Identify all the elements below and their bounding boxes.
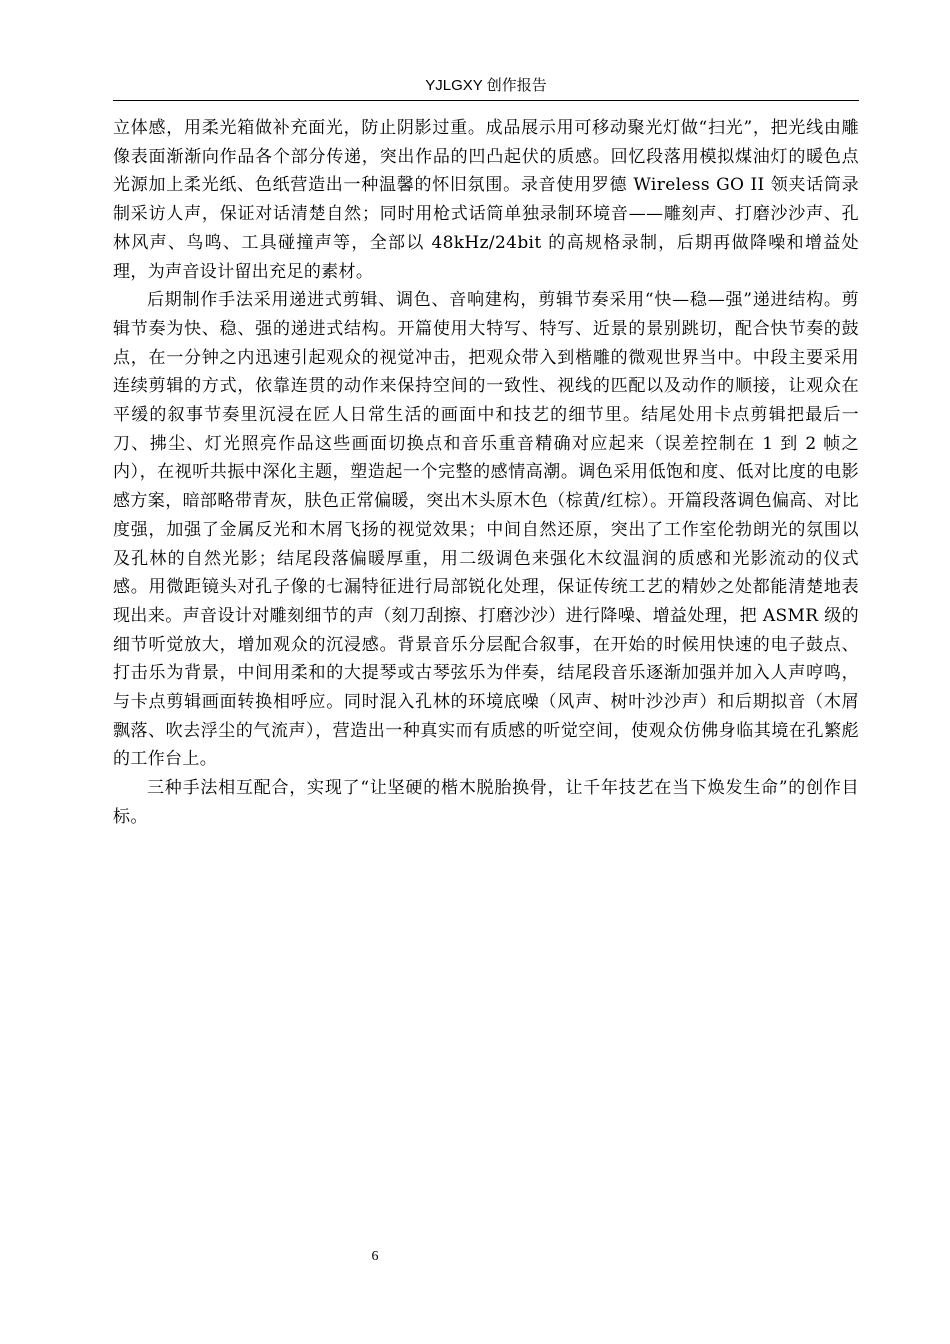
- page-number: 6: [371, 1249, 379, 1264]
- paragraph-continuation: 立体感，用柔光箱做补充面光，防止阴影过重。成品展示用可移动聚光灯做“扫光”，把光线由雕像表面渐渐向作品各个部分传递，突出作品的凹凸起伏的质感。回忆段落用模拟煤油灯的暖色点光源加上柔光纸、色纸营造出一种温馨的怀旧氛围。录音使用罗德 Wireless GO II 领夹话筒录制采访人声，保证对话清楚自然；同时用枪式话筒单独录制环境音——雕刻声、打磨沙沙声、孔林风声、鸟鸣、工具碰撞声等，全部以 48kHz/24bit 的高规格录制，后期再做降噪和增益处理，为声音设计留出充足的素材。: [113, 118, 859, 282]
- paragraph-post-production: 后期制作手法采用递进式剪辑、调色、音响建构，剪辑节奏采用“快—稳—强”递进结构。剪辑节奏为快、稳、强的递进式结构。开篇使用大特写、特写、近景的景别跳切，配合快节奏的鼓点，在一分钟之内迅速引起观众的视觉冲击，把观众带入到楷雕的微观世界当中。中段主要采用连续剪辑的方式，依靠连贯的动作来保持空间的一致性、视线的匹配以及动作的顺接，让观众在平缓的叙事节奏里沉浸在匠人日常生活的画面中和技艺的细节里。结尾处用卡点剪辑把最后一刀、拂尘、灯光照亮作品这些画面切换点和音乐重音精确对应起来（误差控制在 1 到 2 帧之内），在视听共振中深化主题，塑造起一个完整的感情高潮。调色采用低饱和度、低对比度的电影感方案，暗部略带青灰，肤色正常偏暖，突出木头原木色（棕黄/红棕）。开篇段落调色偏高、对比度强，加强了金属反光和木屑飞扬的视觉效果；中间自然还原，突出了工作室伦勃朗光的氛围以及孔林的自然光影；结尾段落偏暖厚重，用二级调色来强化木纹温润的质感和光影流动的仪式感。用微距镜头对孔子像的七漏特征进行局部锐化处理，保证传统工艺的精妙之处都能清楚地表现出来。声音设计对雕刻细节的声（刻刀刮擦、打磨沙沙）进行降噪、增益处理，把 ASMR 级的细节听觉放大，增加观众的沉浸感。背景音乐分层配合叙事，在开始的时候用快速的电子鼓点、打击乐为背景，中间用柔和的大提琴或古琴弦乐为伴奏，结尾段音乐逐渐加强并加入人声哼鸣，与卡点剪辑画面转换相呼应。同时混入孔林的环境底噪（风声、树叶沙沙声）和后期拟音（木屑飘落、吹去浮尘的气流声），营造出一种真实而有质感的听觉空间，使观众仿佛身临其境在孔繁彪的工作台上。: [113, 290, 859, 770]
- header-divider: [113, 100, 859, 101]
- paragraph-conclusion: 三种手法相互配合，实现了“让坚硬的楷木脱胎换骨，让千年技艺在当下焕发生命”的创作目标。: [113, 778, 859, 827]
- page-header-title: YJLGXY 创作报告: [425, 77, 547, 94]
- report-body: [113, 114, 859, 832]
